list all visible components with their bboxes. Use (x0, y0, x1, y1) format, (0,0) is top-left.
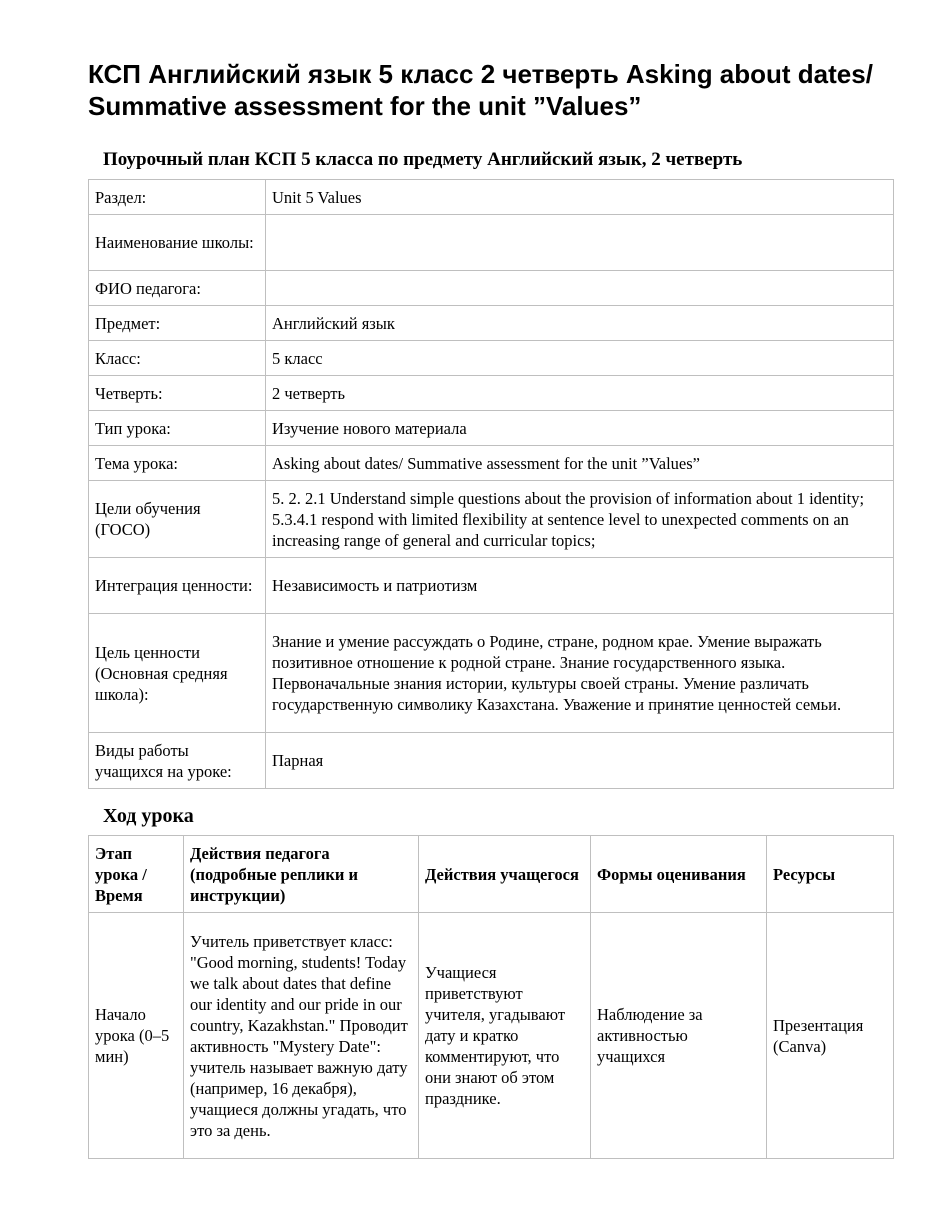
student-actions-cell: Учащиеся приветствуют учителя, угадывают дату и кратко комментируют, что они знают об этом празднике. (419, 913, 591, 1159)
info-label: ФИО педагога: (89, 271, 266, 306)
page-title: КСП Английский язык 5 класс 2 четверть Asking about dates/ Summative assessment for the unit ”Values” (88, 59, 873, 121)
info-row-quarter (89, 376, 894, 411)
info-label: Наименование школы: (89, 215, 266, 271)
info-row-lesson-type (89, 411, 894, 446)
info-value: Английский язык (266, 306, 894, 341)
column-header-teacher-actions: Действия педагога (подробные реплики и инструкции) (184, 836, 419, 913)
column-header-stage: Этап урока / Время (89, 836, 184, 913)
info-value: 5 класс (266, 341, 894, 376)
lesson-progress-heading: Ход урока (103, 805, 194, 827)
column-header-assessment: Формы оценивания (591, 836, 767, 913)
info-value (266, 215, 894, 271)
assessment-cell: Наблюдение за активностью учащихся (591, 913, 767, 1159)
info-label: Тема урока: (89, 446, 266, 481)
column-header-student-actions: Действия учащегося (419, 836, 591, 913)
lesson-table-header-row (89, 836, 894, 913)
info-value: 2 четверть (266, 376, 894, 411)
info-row-value-goal (89, 614, 894, 733)
info-row-lesson-topic (89, 446, 894, 481)
lesson-plan-subtitle: Поурочный план КСП 5 класса по предмету Английский язык, 2 четверть (103, 149, 743, 170)
info-row-school (89, 215, 894, 271)
info-label: Цели обучения (ГОСО) (89, 481, 266, 558)
table-row (89, 913, 894, 1159)
info-row-subject (89, 306, 894, 341)
info-value: Парная (266, 733, 894, 789)
lesson-progress-table (88, 835, 894, 1159)
info-value: Unit 5 Values (266, 180, 894, 215)
info-label: Тип урока: (89, 411, 266, 446)
info-value: Знание и умение рассуждать о Родине, стране, родном крае. Умение выражать позитивное отношение к родной стране. Знание государственного языка. Первоначальные знания истории, культуры своей страны. Умение различать государственную символику Казахстана. Уважение и принятие ценностей семьи. (266, 614, 894, 733)
info-label: Виды работы учащихся на уроке: (89, 733, 266, 789)
info-row-value-integration (89, 558, 894, 614)
info-value: Независимость и патриотизм (266, 558, 894, 614)
info-row-learning-objectives (89, 481, 894, 558)
lesson-info-table (88, 179, 894, 789)
info-value: Asking about dates/ Summative assessment for the unit ”Values” (266, 446, 894, 481)
info-label: Интеграция ценности: (89, 558, 266, 614)
info-value: Изучение нового материала (266, 411, 894, 446)
stage-cell: Начало урока (0–5 мин) (89, 913, 184, 1159)
info-value: 5. 2. 2.1 Understand simple questions about the provision of information about 1 identity; 5.3.4.1 respond with limited flexibility at sentence level to unexpected comments on an increasing range of general and curricular topics; (266, 481, 894, 558)
info-label: Раздел: (89, 180, 266, 215)
info-label: Четверть: (89, 376, 266, 411)
info-value (266, 271, 894, 306)
info-row-work-types (89, 733, 894, 789)
info-row-grade (89, 341, 894, 376)
info-label: Цель ценности (Основная средняя школа): (89, 614, 266, 733)
column-header-resources: Ресурсы (767, 836, 894, 913)
info-label: Предмет: (89, 306, 266, 341)
teacher-actions-cell: Учитель приветствует класс: "Good morning, students! Today we talk about dates that define our identity and our pride in our country, Kazakhstan." Проводит активность "Mystery Date": учитель называет важную дату (например, 16 декабря), учащиеся должны угадать, что это за день. (184, 913, 419, 1159)
resources-cell: Презентация (Canva) (767, 913, 894, 1159)
info-row-section (89, 180, 894, 215)
info-label: Класс: (89, 341, 266, 376)
info-row-teacher (89, 271, 894, 306)
